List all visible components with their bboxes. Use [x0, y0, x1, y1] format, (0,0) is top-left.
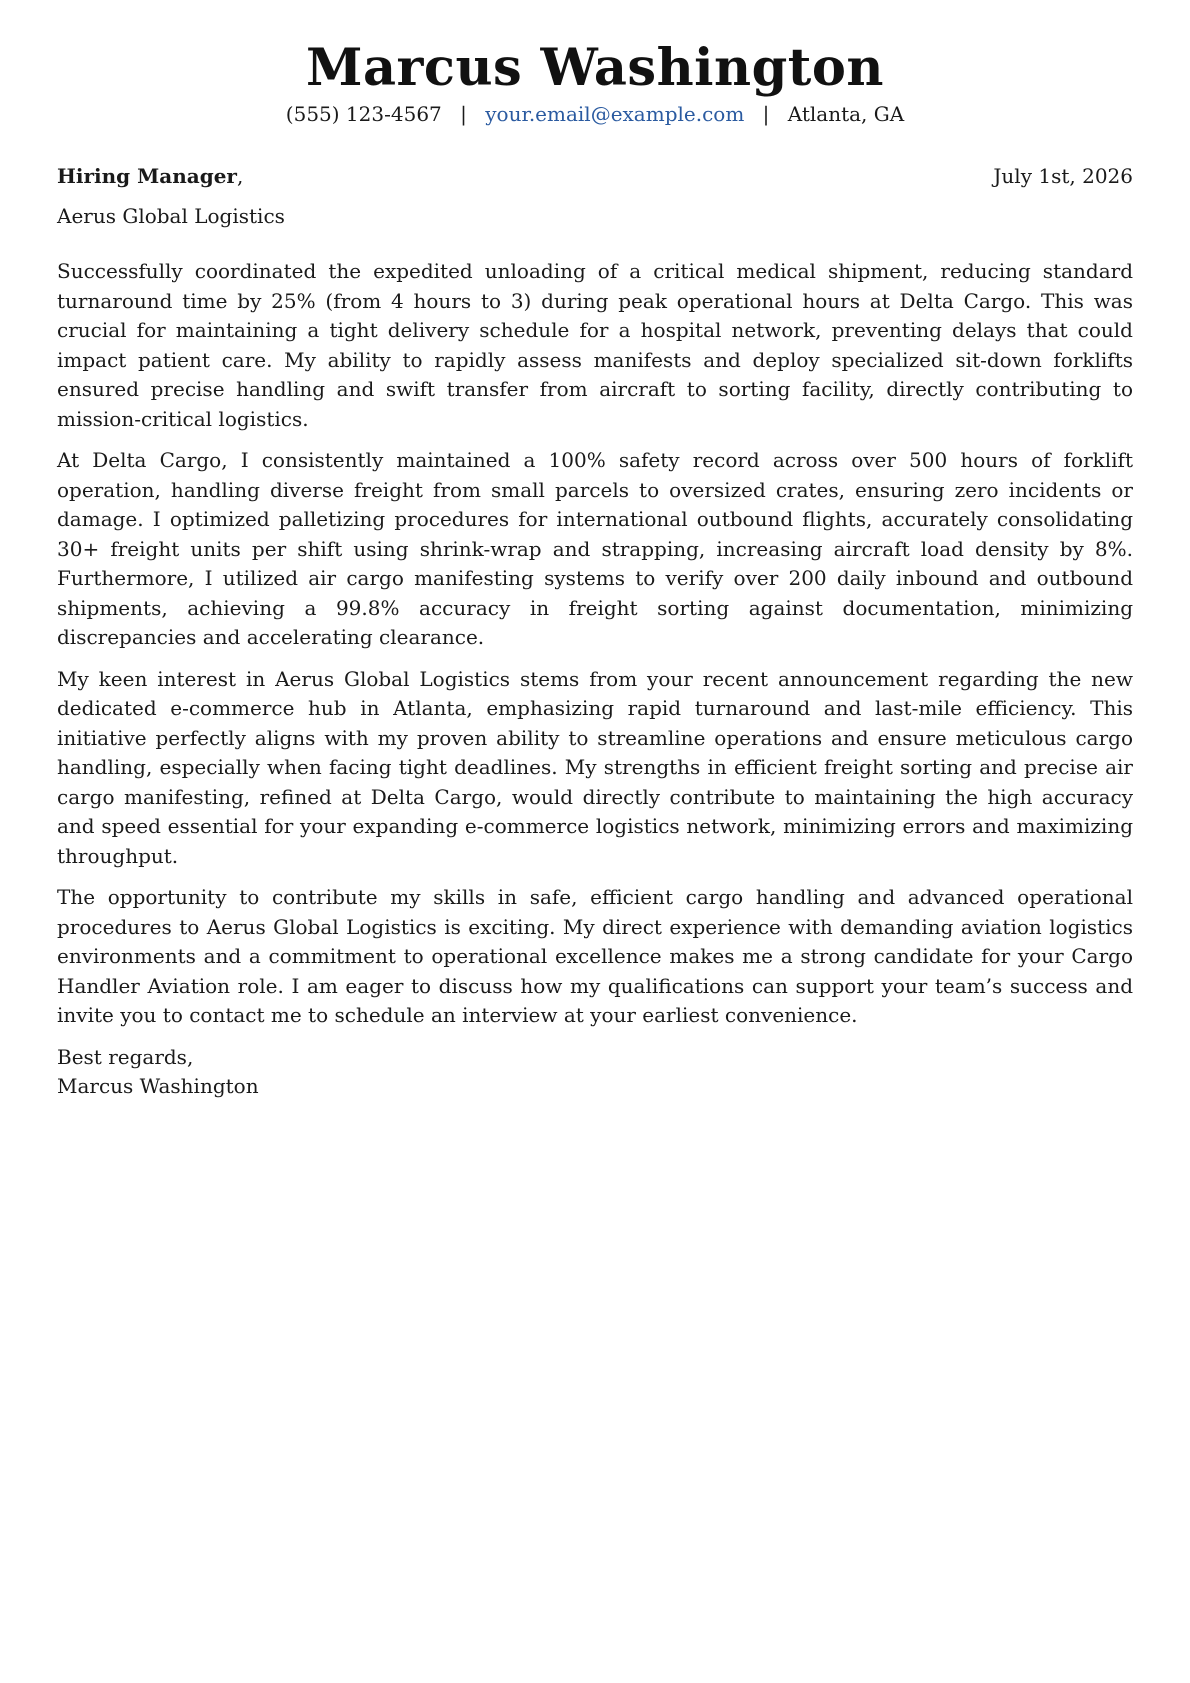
location: Atlanta, GA	[787, 102, 905, 127]
sender-name: Marcus Washington	[306, 38, 884, 98]
recipient-line	[57, 163, 243, 189]
closing-signature: Marcus Washington	[57, 1073, 259, 1098]
body-paragraph: The opportunity to contribute my skills in safe, efficient cargo handling and advanced operational procedures to Aerus Global Logistics is exciting. My direct experience with demanding aviation logistics environments and a commitment to operational excellence makes me a strong candidate for your Cargo Handler Aviation role. I am eager to discuss how my qualifications can support your team’s success and invite you to contact me to schedule an interview at your earliest convenience.	[57, 885, 1133, 1028]
letter-body	[57, 257, 1133, 1031]
phone-number: (555) 123-4567	[285, 102, 442, 127]
body-paragraph: Successfully coordinated the expedited unloading of a critical medical shipment, reducing standard turnaround time by 25% (from 4 hours to 3) during peak operational hours at Delta Cargo. This was crucial for maintaining a tight delivery schedule for a hospital network, preventing delays that could impact patient care. My ability to rapidly assess manifests and deploy specialized sit-down forklifts ensured precise handling and swift transfer from aircraft to sorting facility, directly contributing to mission-critical logistics.	[57, 259, 1133, 431]
letter-date: July 1st, 2026	[993, 164, 1133, 189]
recipient-name: Hiring Manager	[57, 164, 237, 189]
separator: |	[762, 102, 770, 127]
closing-block	[57, 1043, 1133, 1101]
recipient-comma: ,	[236, 164, 244, 189]
body-paragraph: At Delta Cargo, I consistently maintained a 100% safety record across over 500 hours of forklift operation, handling diverse freight from small parcels to oversized crates, ensuring zero incidents or damage. I optimized palletizing procedures for international outbound flights, accurately consolidating 30+ freight units per shift using shrink-wrap and strapping, increasing aircraft load density by 8%. Furthermore, I utilized air cargo manifesting systems to verify over 200 daily inbound and outbound shipments, achieving a 99.8% accuracy in freight sorting against documentation, minimizing discrepancies and accelerating clearance.	[57, 448, 1133, 650]
body-paragraph: My keen interest in Aerus Global Logistics stems from your recent announcement regarding the new dedicated e-commerce hub in Atlanta, emphasizing rapid turnaround and last-mile efficiency. This initiative perfectly aligns with my proven ability to streamline operations and ensure meticulous cargo handling, especially when facing tight deadlines. My strengths in efficient freight sorting and precise air cargo manifesting, refined at Delta Cargo, would directly contribute to maintaining the high accuracy and speed essential for your expanding e-commerce logistics network, minimizing errors and maximizing throughput.	[57, 666, 1133, 868]
email-link[interactable]: your.email@example.com	[485, 102, 745, 127]
closing-salutation: Best regards,	[57, 1044, 194, 1069]
separator: |	[460, 102, 467, 127]
recipient-date-row	[57, 163, 1133, 189]
recipient-company: Aerus Global Logistics	[57, 204, 285, 229]
contact-line	[57, 101, 1133, 127]
